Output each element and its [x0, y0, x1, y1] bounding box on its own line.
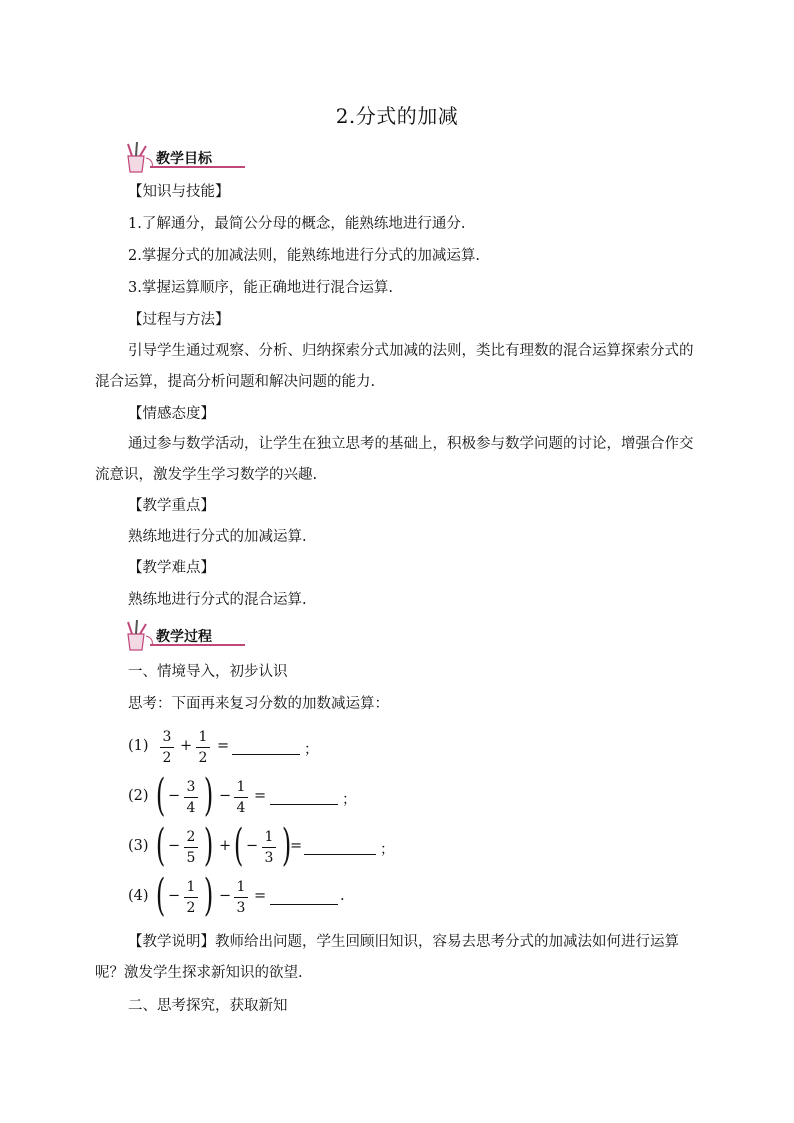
right-paren: ) [203, 870, 214, 921]
fraction [184, 778, 198, 817]
right-paren: ) [203, 820, 214, 871]
numerator: 2 [186, 829, 196, 845]
step1-heading: 一、情境导入，初步认识 [128, 664, 288, 680]
denominator: 4 [236, 800, 246, 816]
fraction [234, 778, 248, 817]
knowledge-item: 3.掌握运算顺序，能正确地进行混合运算. [128, 280, 393, 296]
denominator: 5 [186, 850, 196, 866]
minus-sign: − [246, 838, 259, 854]
line-end: ； [380, 842, 395, 858]
minus-sign: − [168, 838, 181, 854]
numerator: 1 [198, 729, 208, 745]
fraction [234, 878, 248, 917]
fraction [160, 728, 174, 767]
method-text: 引导学生通过观察、分析、归纳探索分式加减的法则，类比有理数的混合运算探索分式的混合运算，提高分析问题和解决问题的能力. [95, 343, 694, 390]
fraction [184, 878, 198, 917]
operator: + [219, 838, 232, 854]
left-paren: ( [233, 820, 244, 871]
line-end: ； [342, 792, 357, 808]
operator: − [219, 788, 232, 804]
exercise-label: (3) [128, 838, 149, 854]
equals-sign: = [254, 888, 267, 904]
numerator: 1 [264, 829, 274, 845]
exercise-1 [128, 728, 428, 780]
answer-blank[interactable] [270, 788, 338, 805]
equals-sign: = [217, 738, 230, 754]
section-banner-process [120, 620, 250, 654]
difficulty-heading: 【教学难点】 [128, 560, 215, 576]
knowledge-heading: 【知识与技能】 [128, 184, 230, 200]
minus-sign: − [168, 888, 181, 904]
denominator: 3 [264, 850, 274, 866]
difficulty-text: 熟练地进行分式的混合运算. [128, 592, 307, 608]
answer-blank[interactable] [304, 838, 376, 855]
operator: − [219, 888, 232, 904]
section-banner-goals [120, 142, 250, 176]
numerator: 1 [236, 779, 246, 795]
answer-blank[interactable] [232, 738, 300, 755]
exercise-label: (1) [128, 738, 149, 754]
operator: + [180, 738, 193, 754]
teaching-note: 【教学说明】教师给出问题，学生回顾旧知识，容易去思考分式的加减法如何进行运算呢？激发学生探求新知识的欲望. [95, 934, 679, 981]
emotion-heading: 【情感态度】 [128, 406, 215, 422]
fraction [262, 828, 276, 867]
knowledge-item: 2.掌握分式的加减法则，能熟练地进行分式的加减运算. [128, 248, 480, 264]
exercise-2 [128, 770, 428, 828]
exercise-4 [128, 870, 428, 928]
key-heading: 【教学重点】 [128, 498, 215, 514]
exercise-label: (4) [128, 888, 149, 904]
denominator: 2 [198, 750, 208, 766]
denominator: 2 [162, 750, 172, 766]
equals-sign: = [290, 838, 303, 854]
left-paren: ( [155, 770, 166, 821]
denominator: 2 [186, 900, 196, 916]
denominator: 4 [186, 800, 196, 816]
step1-prompt: 思考：下面再来复习分数的加数减运算： [128, 696, 389, 712]
method-heading: 【过程与方法】 [128, 312, 230, 328]
right-paren: ) [281, 820, 292, 871]
exercise-label: (2) [128, 788, 149, 804]
emotion-text: 通过参与数学活动，让学生在独立思考的基础上，积极参与数学问题的讨论，增强合作交流意识，激发学生学习数学的兴趣. [95, 436, 694, 483]
fraction [196, 728, 210, 767]
knowledge-item: 1.了解通分，最简公分母的概念，能熟练地进行通分. [128, 216, 466, 232]
left-paren: ( [155, 870, 166, 921]
numerator: 3 [186, 779, 196, 795]
right-paren: ) [203, 770, 214, 821]
left-paren: ( [155, 820, 166, 871]
numerator: 1 [236, 879, 246, 895]
page-title: 2.分式的加减 [335, 104, 459, 128]
line-end: . [340, 888, 345, 904]
answer-blank[interactable] [270, 888, 338, 905]
line-end: ； [304, 742, 319, 758]
section-label: 教学过程 [156, 629, 212, 645]
key-text: 熟练地进行分式的加减运算. [128, 529, 307, 545]
denominator: 3 [236, 900, 246, 916]
numerator: 3 [162, 729, 172, 745]
numerator: 1 [186, 879, 196, 895]
equals-sign: = [254, 788, 267, 804]
step2-heading: 二、思考探究，获取新知 [128, 998, 288, 1014]
section-label: 教学目标 [156, 151, 212, 167]
exercise-3 [128, 820, 428, 878]
minus-sign: − [168, 788, 181, 804]
fraction [184, 828, 198, 867]
